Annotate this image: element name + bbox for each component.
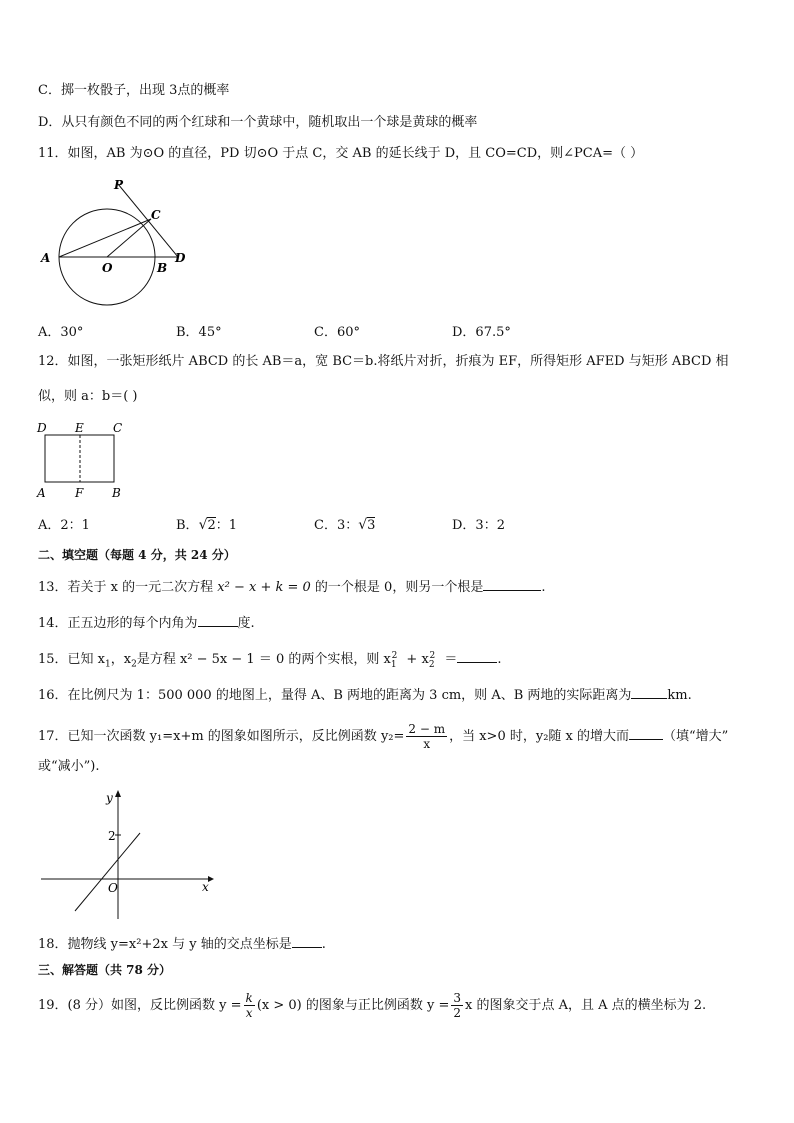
fraction-k-over-x: $\frac{k}{x}$ <box>245 991 253 1020</box>
label-p: P <box>114 178 124 192</box>
q17-linear-graph <box>38 785 218 925</box>
label-o: O <box>102 261 113 275</box>
sqrt-radicand: 2 <box>207 518 216 533</box>
label-d: D <box>37 421 47 435</box>
q11-option-d: D．67.5° <box>452 325 511 340</box>
section2-title: 二、填空题（每题 4 分，共 24 分） <box>38 548 236 562</box>
q10-option-d: D．从只有颜色不同的两个红球和一个黄球中，随机取出一个球是黄球的概率 <box>38 115 478 130</box>
y-axis-arrow <box>115 790 121 797</box>
q12-stem-line2: 似，则 a：b＝( ) <box>38 389 138 404</box>
q18-line: 18．抛物线 y=x²+2x 与 y 轴的交点坐标是 . <box>38 937 326 952</box>
q12-option-d: D．3：2 <box>452 518 505 533</box>
segment-ac <box>59 219 151 257</box>
section3-title: 三、解答题（共 78 分） <box>38 963 172 977</box>
segment-oc <box>107 219 151 257</box>
label-a: A <box>37 486 46 500</box>
answer-blank <box>631 686 667 699</box>
label-y: y <box>106 791 113 805</box>
answer-blank <box>198 614 238 627</box>
fraction: $\frac{2 - m}{x}$ <box>408 722 446 751</box>
label-x: x <box>202 880 209 894</box>
line-y1 <box>75 833 140 911</box>
q11-stem: 11．如图，AB 为⊙O 的直径，PD 切⊙O 于点 C，交 AB 的延长线于 D，且 CO=CD，则∠PCA=（ ） <box>38 146 644 161</box>
label-e: E <box>75 421 84 435</box>
label-two: 2 <box>108 829 116 843</box>
q13-line: 13．若关于 x 的一元二次方程 x² − x + k = 0 的一个根是 0，则另一个根是 . <box>38 580 546 595</box>
q11-circle-figure <box>38 172 198 312</box>
q17-line1: 17．已知一次函数 y₁=x+m 的图象如图所示，反比例函数 y₂= $\frac{2 - m}{x}$ ，当 x>0 时，y₂随 x 的增大而 （填“增大” <box>38 722 729 751</box>
label-c: C <box>151 208 161 222</box>
q15-line: 15．已知 $x_1$，$x_2$是方程 x² − 5x − 1 ＝ 0 的两个实根，则 $x_1^2 + x_2^2$ ＝ . <box>38 651 502 670</box>
answer-blank <box>483 578 541 591</box>
label-d: D <box>175 251 186 265</box>
label-f: F <box>75 486 84 500</box>
answer-blank <box>629 727 663 740</box>
q12-option-a: A．2：1 <box>38 518 90 533</box>
q14-line: 14．正五边形的每个内角为 度. <box>38 616 255 631</box>
sqrt-radicand: 3 <box>367 518 376 533</box>
label-c: C <box>113 421 123 435</box>
q12-rectangle-figure <box>34 418 134 503</box>
q12-stem-line1: 12．如图，一张矩形纸片 ABCD 的长 AB＝a，宽 BC＝b.将纸片对折，折痕为 EF，所得矩形 AFED 与矩形 ABCD 相 <box>38 354 729 369</box>
q19-line: 19．(8 分）如图，反比例函数 y = $\frac{k}{x}$ (x > 0) 的图象与正比例函数 y = $\frac{3}{2}$ x 的图象交于点 A，且 A 点的横坐标为 2. <box>38 991 707 1020</box>
q11-option-c: C．60° <box>314 325 360 340</box>
answer-blank <box>292 935 322 948</box>
q10-option-c: C．掷一枚骰子，出现 3点的概率 <box>38 83 230 98</box>
q11-option-a: A．30° <box>38 325 84 340</box>
fraction-3-over-2: $\frac{3}{2}$ <box>453 991 461 1020</box>
label-a: A <box>41 251 51 265</box>
x-axis-arrow <box>208 876 214 882</box>
answer-blank <box>457 650 497 663</box>
q12-option-c: C．3：√3 <box>314 517 376 533</box>
label-b: B <box>112 486 121 500</box>
q11-option-b: B．45° <box>176 325 222 340</box>
label-b: B <box>157 261 168 275</box>
label-origin: O <box>108 881 118 895</box>
q12-option-b: B．√2：1 <box>176 517 238 533</box>
q16-line: 16．在比例尺为 1：500 000 的地图上，量得 A、B 两地的距离为 3 cm，则 A、B 两地的实际距离为 km. <box>38 688 692 703</box>
q17-line2: 或“减小”). <box>38 759 100 774</box>
